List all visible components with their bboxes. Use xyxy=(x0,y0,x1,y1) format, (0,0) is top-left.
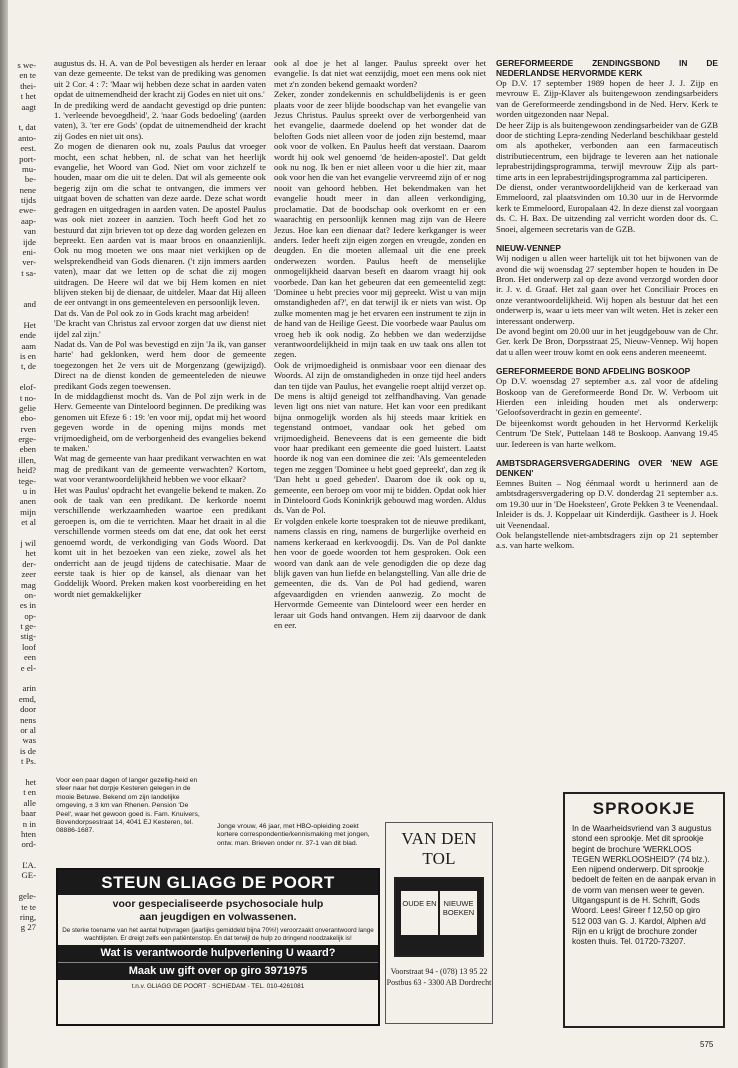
ambtsdragers-p2: Ook belangstellende niet-ambtsdragers zijn op 21 september a.s. van harte welkom. xyxy=(496,530,718,551)
left-fragment-line: t no- xyxy=(19,392,36,403)
left-fragment-line: van xyxy=(23,226,36,237)
left-fragment-line: t ge- xyxy=(20,621,36,632)
left-fragment-line: was xyxy=(22,735,36,746)
tol-name: VAN DEN TOL xyxy=(401,829,477,868)
poort-small-text: De sterke toename van het aantal hulpvragen (jaarlijks gemiddeld bijna 70%!) veroorzaakt onverantwoord lange wachtlijsten. Er dreigt zelfs een patiëntenstop. En dat terwijl de hulp zo dringend noodzakelijk is! xyxy=(62,927,374,942)
page-spine xyxy=(0,0,8,1068)
left-fragment-line: GE- xyxy=(21,870,36,881)
c2-p3: Ook de vrijmoedigheid is onmisbaar voor een dienaar des Woords. Al zijn de omstandigheden in onze tijd heel anders dan ten tijde van Paulus, het evangelie roept altijd verzet op. De mens is altijd geneigd tot zelfhandhaving. Van genade leven ligt ons niet van nature. Het kan voor een predikant bijna onmogelijk worden als hij steeds maar kritiek en tegenstand ontmoet, vandaar ook het gebed om vrijmoedigheid. Beneveens dat is een gemeente die bidt voor haar predikant een gemeente die goed luistert. Laatst hoorde ik nog van een dominee die zei: 'Als gemeenteleden tegen me zeggen 'Dominee u hebt goed gepreekt', dan zeg ik 'Dan hebt u goed gebeden'. Daarom doe ik ook op u, gemeente, een beroep om voor mij te bidden. Opdat ook hier in Dinteloord Gods Koninkrijk gebouwd mag worden. Aldus ds. Van de Pol. xyxy=(274,359,486,516)
left-fragment-line: aam xyxy=(21,340,36,351)
poort-giro: Maak uw gift over op giro 3971975 xyxy=(58,962,378,980)
left-fragment-line: baar xyxy=(21,808,36,819)
left-fragment-line: mu- xyxy=(22,163,36,174)
ambtsdragers-heading: AMBTSDRAGERSVERGADERING OVER 'NEW AGE DENKEN' xyxy=(496,458,718,478)
left-fragment-line xyxy=(10,528,36,538)
left-fragment-line: be- xyxy=(24,174,36,185)
classified-kesteren: Voor een paar dagen of langer gezellig-heid en sfeer naar het dorpje Kesteren gelegen in de mooie Betuwe. Bekend om zijn landelijke omgeving, ± 3 km van Rhenen. Pension 'De Peel', waar het gewoon goed is. Fam. Knuivers, Bovendorpsestraat 14, 4041 EJ Kesteren, tel. 08886-1687. xyxy=(56,777,200,835)
article-column-2 xyxy=(274,58,486,810)
poort-question: Wat is verantwoorde hulpverlening U waard? xyxy=(58,945,378,962)
left-fragment-line: op- xyxy=(24,610,36,621)
left-fragment-line xyxy=(10,278,36,288)
left-fragment-line: arin xyxy=(22,683,36,694)
left-fragment-line: tege- xyxy=(18,475,36,486)
van-den-tol-ad xyxy=(385,822,493,1024)
left-fragment-line: eest. xyxy=(20,143,36,154)
left-fragment-line: thei- xyxy=(20,80,36,91)
left-fragment-line: t het xyxy=(20,91,36,102)
ambtsdragers-p1: Eemnes Buiten – Nog éénmaal wordt u herinnerd aan de ambtsdragersvergadering op D.V. donderdag 21 september a.s. om 19.30 uur in 'De Hoeksteen', Grote Pekken 3 te Veenendaal. Inleider is ds. J. Koppelaar uit Kinderdijk. Gastheer is J. Hoek uit Veenendaal. xyxy=(496,478,718,530)
c1-p3: Zo mogen de dienaren ook nu, zoals Paulus dat vroeger mocht, een schat hebben, nl. de schat van het heerlijk evangelie, het Woord van God. Niet om voor zichzelf te houden, maar om die uit te delen. Dat wil als gemeente ook begerig zijn om die schat te ontvangen, die immers ver uitgaat boven de schatten van deze aarde. Deze schat wordt gedragen en uitgedragen in aarden vaten. De apostel Paulus was ook niet zozeer in aanzien. Toch heeft God het zo bestuurd dat zijn brieven tot op deze dag worden gelezen en bepreekt. Een aarden vat is maar broos en onaanzienlijk. Ook nu mog moeten we ons maar niet verkijken op de welsprekendheid van Gods dienaren. ('t zijn immers aarden vaten), maar dat we letten op de schat die zij mogen uitdragen. De Heere wil dat we bij Hem komen en niet blijven steken bij de dienaar, de uitdeler. Maar dat Hij alleen de eer ontvangt in ons gemeenteleven en persoonlijk leven. xyxy=(54,141,266,308)
sprookje-ad xyxy=(563,792,725,1028)
left-fragment-line xyxy=(10,372,36,382)
left-fragment-line: t sa- xyxy=(21,267,36,278)
left-fragment-line: ijde xyxy=(22,236,36,247)
left-fragment-line xyxy=(10,112,36,122)
zendingsbond-p3: De dienst, onder verantwoordelijkheid van de kerkeraad van Emmeloord, zal plaatsvinden om 10.30 uur in de Hervormde kerk te Emmeloord, Europalaan 42. In deze dienst zal voorgaan ds. C. H. Bax. De uitzending zal verricht worden door ds. C. Snoei, algemeen secretaris van de GZB. xyxy=(496,182,718,234)
left-fragment-line xyxy=(10,673,36,683)
tol-left-page: OUDE EN xyxy=(401,891,438,935)
left-fragment-line: nene xyxy=(19,184,36,195)
c1-p9: Het was Paulus' opdracht het evangelie bekend te maken. Zo ook de taak van een predikant. De kerkorde noemt verschillende werkzaamheden waartoe een predikant geroepen is, om die te verrichten. Maar het draait in al die verschillende vormen steeds om dat ene, dat ook het eerst genoemd wordt, de verkondiging van Gods Woord. Dat komt uit in het bezoeken van een zieke, zowel als het onderricht aan de jeugd tijdens de catechisatie. Maar de eerste taak is hier op de kansel, als dienaar van het Goddelijk Woord. Preken maken kost voorbereiding en het wordt niet gemakkelijker xyxy=(54,484,266,599)
left-fragment-line: t Ps. xyxy=(21,756,36,767)
boskoop-heading: GEREFORMEERDE BOND AFDELING BOSKOOP xyxy=(496,366,691,377)
left-fragment-line: ĽA. xyxy=(22,860,36,871)
left-fragment-line: en te xyxy=(19,70,36,81)
left-edge-fragments xyxy=(10,60,36,933)
c1-p7: In de middagdienst mocht ds. Van de Pol zijn werk in de Herv. Gemeente van Dinteloord beginnen. De prediking was genomen uit Efeze 6 : 19: 'en voor mij, opdat mij het woord gegeven worde in de opening mijns monds met vrijmoedigheid, om de verborgenheid des evangelies bekend te maken.' xyxy=(54,391,266,454)
left-fragment-line: is en xyxy=(19,350,36,361)
left-fragment-line: is de xyxy=(19,745,36,756)
left-fragment-line: mag xyxy=(21,579,36,590)
open-book-icon xyxy=(394,877,484,957)
left-fragment-line xyxy=(10,309,36,319)
left-fragment-line: port- xyxy=(19,153,36,164)
left-fragment-line xyxy=(10,881,36,891)
left-fragment-line: or al xyxy=(20,725,36,735)
zendingsbond-heading: GEREFORMEERDE ZENDINGSBOND IN DE NEDERLANDSE HERVORMDE KERK xyxy=(496,58,718,78)
left-fragment-line: Het xyxy=(23,319,36,330)
nieuw-vennep-heading: NIEUW-VENNEP xyxy=(496,243,561,254)
left-fragment-line: alle xyxy=(23,797,36,808)
poort-subtitle-1: voor gespecialiseerde psychosociale hulp xyxy=(112,898,324,910)
c1-p6: Nadat ds. Van de Pol was bevestigd en zijn 'Ja ik, van ganser harte' had geklonken, werd hem door de gemeente toegezongen het 2e vers uit de Morgenzang (gewijzigd). Direct na de dienst konden de gemeenteleden de nieuwe predikant Gods zegen toewensen. xyxy=(54,338,266,391)
tol-address: Voorstraat 94 - (078) 13 95 22 xyxy=(390,967,488,976)
left-fragment-line: door xyxy=(20,704,36,715)
left-fragment-line: t, dat xyxy=(18,122,36,133)
page-number: 575 xyxy=(700,1040,714,1049)
left-fragment-line: emd, xyxy=(18,693,36,704)
left-fragment-line: e el- xyxy=(20,662,36,673)
left-fragment-line: erge- xyxy=(18,434,36,445)
nieuw-vennep-p1: Wij nodigen u allen weer hartelijk uit tot het bijwonen van de avond die wij woensdag 27 september hopen te houden in De Bron. Het onderwerp zal op deze avond verzorgd worden door ir. J. v. d. Graaf. Het zal gaan over het Conciliair Proces en onze verantwoordelijkheid. Wij hopen als bestuur dat het een onderwerp is, waar u iets meer van wilt weten. Het is zeker een interessant onderwerp. xyxy=(496,253,718,326)
left-fragment-line: s we- xyxy=(17,60,36,70)
left-fragment-line: et al xyxy=(21,517,36,528)
left-fragment-line: een xyxy=(23,652,36,663)
gliagg-poort-ad xyxy=(56,868,380,1026)
left-fragment-line: eben xyxy=(19,444,36,455)
c2-p1: ook al doe je het al langer. Paulus spreekt over het evangelie. Is dat niet wat eenzijdig, moet een mens ook niet met z'n zonden bekend gemaakt worden? xyxy=(274,58,486,89)
left-fragment-line: het xyxy=(25,548,36,559)
left-fragment-line: elof- xyxy=(19,382,36,393)
c1-p5: 'De kracht van Christus zal ervoor zorgen dat uw dienst niet ijdel zal zijn.' xyxy=(54,318,266,339)
c1-p4: Dat ds. Van de Pol ook zo in Gods kracht mag arbeiden! xyxy=(54,307,250,318)
left-fragment-line: ver- xyxy=(22,257,36,268)
left-fragment-line: rven xyxy=(20,423,36,434)
classified-personal: Jonge vrouw, 46 jaar, met HBO-opleiding zoekt kortere correspondentie/kennismaking met jongen, ontw. man. Brieven onder nr. 37-1 van dit blad. xyxy=(217,823,370,847)
left-fragment-line: aap- xyxy=(21,215,36,226)
left-fragment-line xyxy=(10,850,36,860)
sprookje-title: SPROOKJE xyxy=(592,799,696,818)
c1-p1: augustus ds. H. A. van de Pol bevestigen als herder en leraar van deze gemeente. De tekst van de prediking was genomen uit 2 Cor. 4 : 7: 'Maar wij hebben deze schat in aarden vaten opdat de uitnemendheid der kracht zij Godes en niet uit ons.' xyxy=(54,58,266,100)
boskoop-p2: De bijeenkomst wordt gehouden in het Hervormd Kerkelijk Centrum 'De Stek', Puttelaan 148 te Boskoop. Aanvang 19.45 uur. Iedereen is van harte welkom. xyxy=(496,417,718,449)
left-fragment-line: es in xyxy=(19,600,36,611)
left-fragment-line: zeer xyxy=(21,569,36,580)
left-fragment-line: loof xyxy=(22,641,36,652)
left-fragment-line: u in xyxy=(22,486,36,497)
left-fragment-line: ord- xyxy=(21,839,36,850)
c1-p2: In de prediking werd de aandacht gevestigd op drie punten: 1. 'verleende bevoegdheid', 2. 'naar Gods bedoeling' (aarden vaten), 3. 'ter ere Gods' (opdat de uitnemendheid der kracht zij Godes en niet uit ons). xyxy=(54,99,266,141)
left-fragment-line: eni- xyxy=(22,247,36,258)
left-fragment-line: ebo- xyxy=(20,413,36,424)
left-fragment-line: der- xyxy=(22,558,36,569)
sprookje-body: In de Waarheidsvriend van 3 augustus stond een sprookje. Met dit sprookje begint de brochure 'WERKLOOS TEGEN WERKLOOSHEID?' (74 blz.). Een nijpend onderwerp. Dit sprookje bedoelt de feiten en de aanpak ervan in de vorm van mensen weer te geven. Uitgangspunt is de H. Schrift, Gods Woord. Lees! Gireer f 12,50 op giro 512 003 van G. J. Kardol, Alphen a/d Rijn en u krijgt de brochure zonder kosten thuis. Tel. 01720-73207. xyxy=(572,824,716,947)
zendingsbond-p1: Op D.V. 17 september 1989 hopen de heer J. J. Zijp en mevrouw E. Zijp-Klaver als buitengewoon zendingsarbeiders van de Gereformeerde zendingsbond in de Ned. Herv. Kerk te worden uitgezonden naar Nepal. xyxy=(496,78,718,120)
nieuw-vennep-p2: De avond begint om 20.00 uur in het jeugdgebouw van de Chr. Ger. kerk De Bron, Dorpsstraat 25, Nieuw-Vennep. Wij hopen dat u allen weer trouw komt en ook eens anderen meeneemt. xyxy=(496,325,718,357)
left-fragment-line: te te xyxy=(21,901,36,912)
left-fragment-line: ewe- xyxy=(19,205,36,216)
boskoop-p1: Op D.V. woensdag 27 september a.s. zal voor de afdeling Boskoop van de Gereformeerde Bond Dr. W. Verboom uit Hierden een inleiding houden met als onderwerp: 'Geloofsoverdracht in gezin en gemeente'. xyxy=(496,376,718,418)
left-fragment-line: hten xyxy=(21,828,36,839)
left-fragment-line: j wil xyxy=(20,537,36,548)
poort-title: STEUN GLIAGG DE POORT xyxy=(58,870,378,895)
left-fragment-line: aagt xyxy=(21,101,36,112)
left-fragment-line: n in xyxy=(22,818,36,829)
c1-p8: Wat mag de gemeente van haar predikant verwachten en wat mag de predikant van de gemeente verwachten? Kortom, wat voor verantwoordelijkheid hebben we voor elkaar? xyxy=(54,453,266,485)
article-column-1 xyxy=(54,58,266,774)
left-fragment-line: anen xyxy=(19,496,36,507)
c2-p4: Er volgden enkele korte toespraken tot de nieuwe predikant, namens classis en ring, namens de burgerlijke overheid en namens kerkeraad en kerkvoogdij. Ds. Van de Pol dankte hen voor de goede woorden tot hem gesproken. Ook een woord van dank aan de vele genodigden die op deze dag blijk gaven van hun liefde en belangstelling. Van alle drie de gemeenten, die ds. Van de Pol had gediend, waren afgevaardigden en vrienden aanwezig. Zo mocht de Hervormde Gemeente van Dinteloord weer een herder en leraar uit Gods hand ontvangen. Hem zij daarvoor de dank en eer. xyxy=(274,515,486,630)
left-fragment-line: gelie xyxy=(19,402,36,413)
left-fragment-line: nens xyxy=(20,714,36,725)
left-fragment-line: tijds xyxy=(21,195,36,206)
left-fragment-line: t en xyxy=(23,787,36,798)
notices-column xyxy=(496,58,718,744)
zendingsbond-p2: De heer Zijp is als buitengewoon zendingsarbeider van de GZB door de stichting Lepra-zending Nederland beschikbaar gesteld om als apotheker, verbonden aan een farmaceutisch distributiecentrum, een bijdrage te leveren aan het nationale leprabestrijdingsprogramma, terwijl mevrouw Zijp als part-time arts in een leprabestrijdingsprogramma zal participeren. xyxy=(496,119,718,182)
left-fragment-line: mijn xyxy=(20,506,36,517)
left-fragment-line: ende xyxy=(19,330,36,341)
left-fragment-line: illen, xyxy=(18,454,36,465)
tol-postbus: Postbus 63 - 3300 AB Dordrecht xyxy=(386,977,492,987)
left-fragment-line: t, de xyxy=(21,361,36,372)
left-fragment-line: g 27 xyxy=(20,922,36,933)
tol-right-page: NIEUWE BOEKEN xyxy=(440,891,477,935)
left-fragment-line: anto- xyxy=(18,132,36,143)
left-fragment-line: het xyxy=(25,776,36,787)
c2-p2: Zeker, zonder zondekennis en schuldbelijdenis is er geen plaats voor de zeer blijde boodschap van het evangelie van Jezus Christus. Paulus spreekt over de verborgenheid van het evangelie, daarmede doelend op het wonder dat de beloften Gods niet alleen voor de joden zijn bestemd, maar ook voor de volken. En Paulus heeft dat verstaan. Daarom wordt hij ook wel genoemd 'de heiden-apostel'. Dat geldt ook nu nog. Ik ben er niet alleen voor u die hier zit, maar ook voor hen die van het evangelie vervreemd zijn of er nog nooit van gehoord hebben. Het bekendmaken van het evangelie houdt meer in dan alleen verkondiging, proclamatie. Dat de boodschap ook overkomt en er een waarachtig en persoonlijk kennen mag zijn van de Heere Jezus. Hoe kan een dienaar dat? Iedere kerkganger is weer anders. Ieder heeft zijn eigen zorgen en vreugde, zonden en deugden. En die moeten allemaal uit die ene preek onderwezen worden. Paulus heeft de menselijke onmogelijkheid daarvan beseft en daarom vraagt hij ook voorbede. Dan kan het gebeuren dat een gemeentelid zegt: 'Dominee u hebt precies voor mij gepreekt. Wist u van mijn omstandigheden af?', en dat terwijl ik er niets van wist. Op zulke momenten mag je het ervaren een instrument te zijn in de hand van de Heilige Geest. Die voorbede waar Paulus om vroeg heb ik ook nodig. Zo hebben we dan wederzijdse verantwoordelijkheid in mijn taak en uw taak ons allen tot zegen. xyxy=(274,89,486,360)
left-fragment-line: ring, xyxy=(19,912,36,923)
poort-subtitle-2: aan jeugdigen en volwassenen. xyxy=(139,911,297,923)
left-fragment-line: on- xyxy=(24,589,36,600)
left-fragment-line xyxy=(10,767,36,777)
left-fragment-line: gele- xyxy=(18,891,36,902)
poort-footer: t.n.v. GLIAGG DE POORT · SCHIEDAM · TEL. 010-4261081 xyxy=(131,983,305,991)
left-fragment-line: and xyxy=(23,298,36,309)
left-fragment-line: heid? xyxy=(17,465,36,476)
left-fragment-line xyxy=(10,289,36,299)
left-fragment-line: stig- xyxy=(20,631,36,642)
